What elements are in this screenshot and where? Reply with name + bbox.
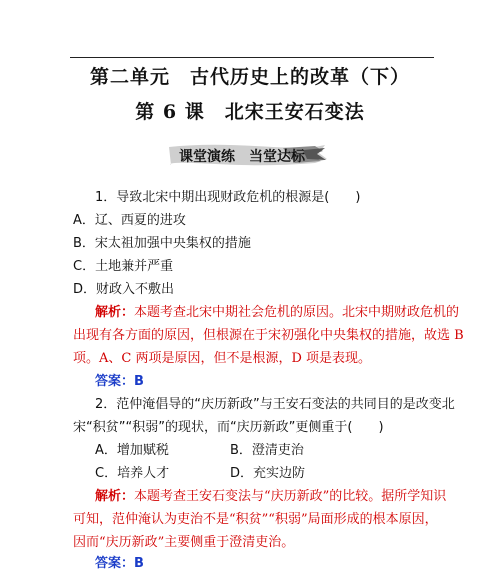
q1-analysis-text-1: 本题考查北宋中期社会危机的原因。北宋中期财政危机的 [134,305,460,320]
header-rule [70,57,434,58]
q1-analysis-label: 解析： [95,305,135,320]
q1-option-b: B．宋太祖加强中央集权的措施 [73,236,251,251]
q1-answer [95,373,144,391]
q1-option-d: D．财政入不敷出 [73,282,175,297]
q2-stem-line-1: 2．范仲淹倡导的“庆历新政”与王安石变法的共同目的是改变北 [95,397,455,412]
q2-option-a: A．增加赋税 [95,443,169,458]
q1-stem: 1．导致北宋中期出现财政危机的根源是( ) [95,190,361,205]
q1-analysis-line-1 [95,304,459,322]
q1-analysis-line-2: 出现有各方面的原因，但根源在于宋初强化中央集权的措施，故选 B [73,328,464,343]
q2-options-row-1 [95,442,395,460]
q2-analysis-label: 解析： [95,489,135,504]
q1-option-c: C．土地兼并严重 [73,259,174,274]
q2-option-b: B．澄清吏治 [230,443,304,458]
q1-analysis-line-3: 项。A、C 两项是原因，但不是根源，D 项是表现。 [73,351,372,366]
q2-analysis-line-3: 因而“庆历新政”主要侧重于澄清吏治。 [73,535,295,550]
q2-options-row-2 [95,465,395,483]
q1-option-a: A．辽、西夏的进攻 [73,213,186,228]
banner-text: 课堂演练 当堂达标 [179,149,305,165]
q2-answer-label: 答案： [95,556,135,571]
q2-analysis-text-1: 本题考查王安石变法与“庆历新政”的比较。据所学知识 [134,489,447,504]
lesson-title: 第 6 课 北宋王安石变法 [135,101,365,123]
section-banner [165,141,330,169]
q2-stem-line-2: 宋“积贫”“积弱”的现状，而“庆历新政”更侧重于( ) [73,420,384,435]
q2-option-c: C．培养人才 [95,466,170,481]
q2-answer [95,555,144,573]
q2-analysis-line-1 [95,488,446,506]
q2-answer-value: B [134,556,144,571]
q2-option-d: D．充实边防 [230,466,306,481]
unit-title: 第二单元 古代历史上的改革（下） [89,66,410,88]
q2-analysis-line-2: 可知，范仲淹认为吏治不是“积贫”“积弱”局面形成的根本原因， [73,512,438,527]
q1-answer-label: 答案： [95,374,135,389]
q1-answer-value: B [134,374,144,389]
